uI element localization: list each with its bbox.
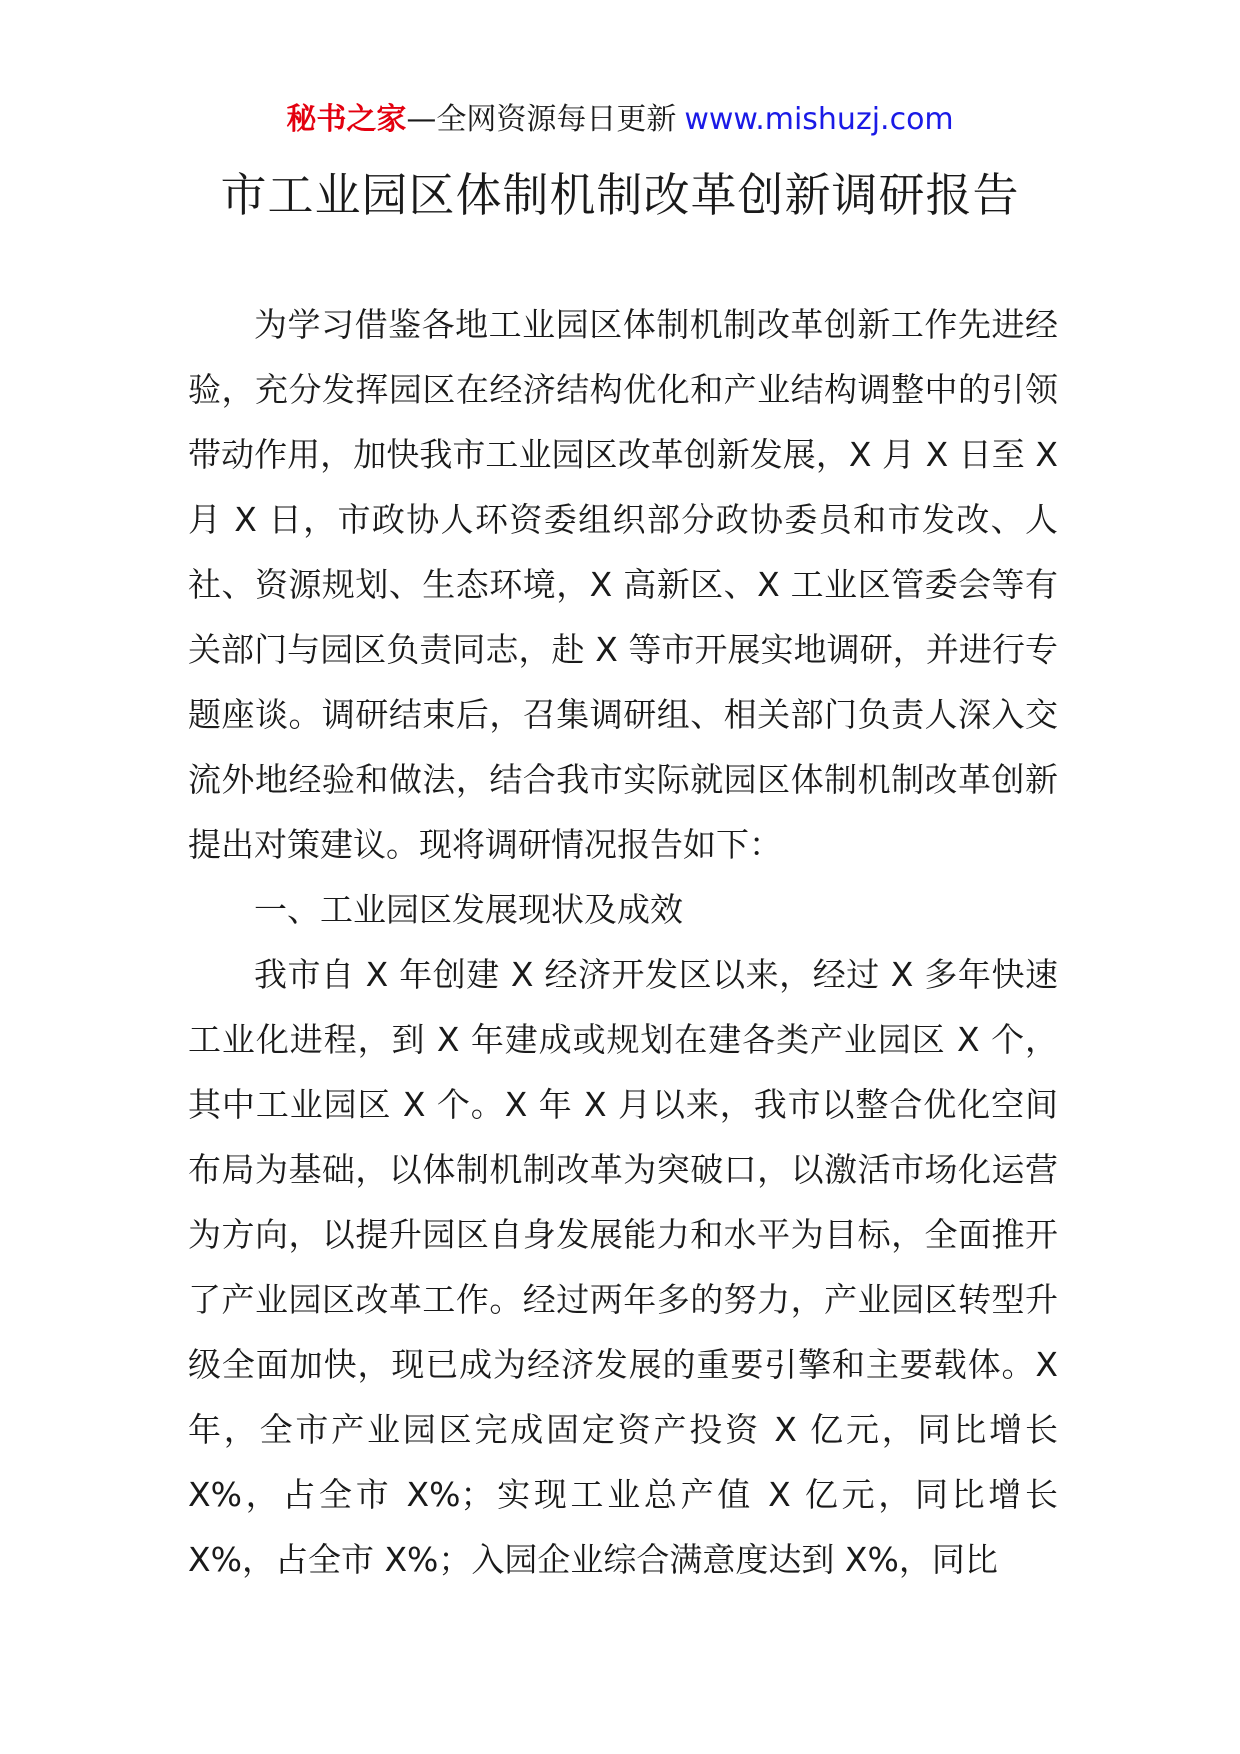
paragraph-intro: 为学习借鉴各地工业园区体制机制改革创新工作先进经验，充分发挥园区在经济结构优化和产业结构调整中的引领带动作用，加快我市工业园区改革创新发展，X 月 X 日至 X 月 X 日，市政协人环资委组织部分政协委员和市发改、人社、资源规划、生态环境，X 高新区、X 工业区管委会等有关部门与园区负责同志，赴 X 等市开展实地调研，并进行专题座谈。调研结束后，召集调研组、相关部门负责人深入交流外地经验和做法，结合我市实际就园区体制机制改革创新提出对策建议。现将调研情况报告如下：	[188, 305, 1058, 864]
section-heading: 一、工业园区发展现状及成效	[254, 890, 683, 929]
site-header	[0, 100, 1240, 140]
paragraph-status: 我市自 X 年创建 X 经济开发区以来，经过 X 多年快速工业化进程，到 X 年建成或规划在建各类产业园区 X 个，其中工业园区 X 个。X 年 X 月以来，我市以整合优化空间布局为基础，以体制机制改革为突破口，以激活市场化运营为方向，以提升园区自身发展能力和水平为目标，全面推开了产业园区改革工作。经过两年多的努力，产业园区转型升级全面加快，现已成为经济发展的重要引擎和主要载体。X 年，全市产业园区完成固定资产投资 X 亿元，同比增长 X%，占全市 X%；实现工业总产值 X 亿元，同比增长 X%，占全市 X%；入园企业综合满意度达到 X%，同比	[188, 955, 1058, 1579]
document-title: 市工业园区体制机制改革创新调研报告	[220, 168, 1020, 222]
site-name: 秘书之家	[286, 102, 407, 137]
site-tagline: —全网资源每日更新	[406, 102, 677, 137]
site-url-link[interactable]: www.mishuzj.com	[684, 102, 954, 137]
document-body	[188, 292, 1058, 1592]
